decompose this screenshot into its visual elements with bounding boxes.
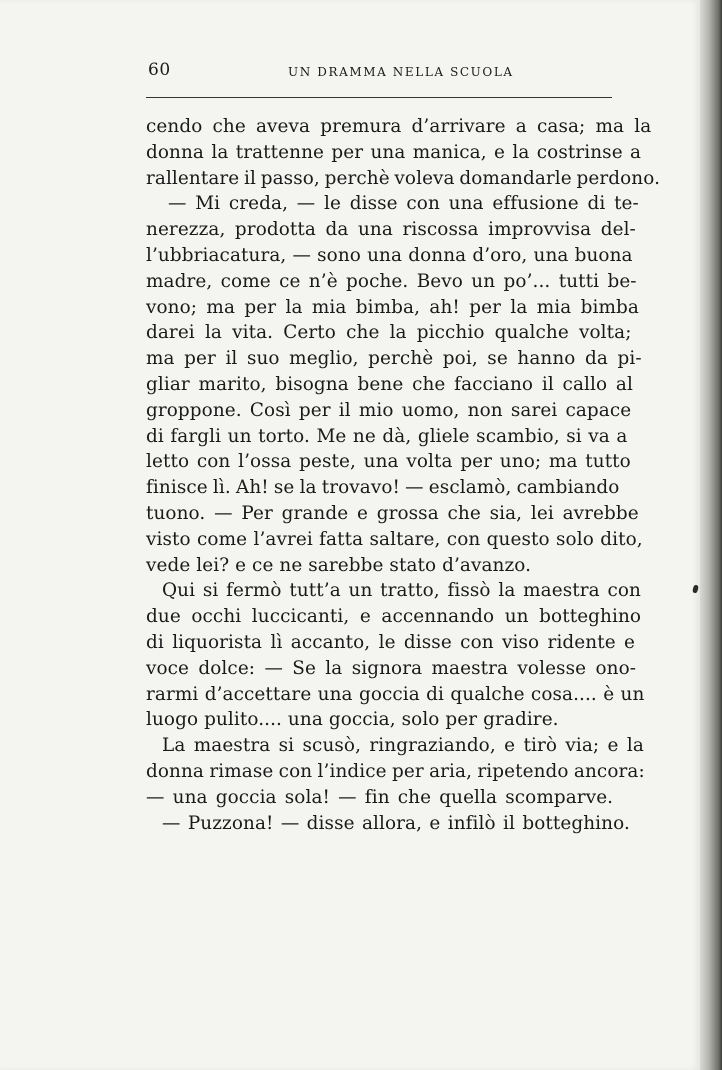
text-line: due occhi luccicanti, e accennando un botteghino bbox=[146, 606, 642, 628]
text-line: cendo che aveva premura d’arrivare a casa; ma la bbox=[146, 116, 652, 137]
text-line: madre, come ce n’è poche. Bevo un po’... tutti be- bbox=[146, 270, 637, 292]
text-line: rallentare il passo, perchè voleva domandarle perdono. bbox=[146, 167, 661, 189]
header-rule bbox=[146, 97, 612, 98]
text-line: — Mi creda, — le disse con una effusione di te- bbox=[168, 193, 639, 215]
text-line: vede lei? e ce ne sarebbe stato d’avanzo. bbox=[146, 554, 532, 576]
page-edge-shadow bbox=[700, 0, 722, 1070]
body-text bbox=[146, 114, 661, 836]
text-line: voce dolce: — Se la signora maestra volesse ono- bbox=[146, 657, 637, 679]
text-line: — una goccia sola! — fin che quella scomparve. bbox=[146, 786, 614, 808]
text-line: vono; ma per la mia bimba, ah! per la mia bimba bbox=[146, 296, 639, 318]
text-line: tuono. — Per grande e grossa che sia, lei avrebbe bbox=[146, 502, 639, 524]
text-line: donna rimase con l’indice per aria, ripetendo ancora: bbox=[146, 760, 645, 782]
text-line: di liquorista lì accanto, le disse con viso ridente e bbox=[146, 631, 636, 653]
text-line: — Puzzona! — disse allora, e infilò il botteghino. bbox=[162, 812, 630, 834]
text-line: darei la vita. Certo che la picchio qualche volta; bbox=[146, 322, 632, 344]
text-line: Qui si fermò tutt’a un tratto, fissò la maestra con bbox=[162, 580, 641, 602]
text-line: nerezza, prodotta da una riscossa improvvisa del- bbox=[146, 219, 636, 241]
text-line: La maestra si scusò, ringraziando, e tirò via; e la bbox=[162, 735, 644, 757]
text-line: ma per il suo meglio, perchè poi, se hanno da pi- bbox=[146, 348, 642, 370]
text-line: luogo pulito.... una goccia, solo per gradire. bbox=[146, 709, 559, 731]
text-line: di fargli un torto. Me ne dà, gliele scambio, si va a bbox=[146, 425, 628, 447]
ink-mark bbox=[692, 584, 699, 593]
running-title: UN DRAMMA NELLA SCUOLA bbox=[288, 65, 514, 79]
text-line: rarmi d’accettare una goccia di qualche cosa.... è un bbox=[146, 683, 645, 705]
text-line: letto con l’ossa peste, una volta per uno; ma tutto bbox=[146, 451, 631, 473]
text-line: donna la trattenne per una manica, e la costrinse a bbox=[146, 141, 642, 163]
text-line: visto come l’avrei fatta saltare, con questo solo dito, bbox=[146, 528, 643, 550]
text-line: groppone. Così per il mio uomo, non sarei capace bbox=[146, 399, 632, 421]
page-number: 60 bbox=[148, 60, 171, 80]
text-line: finisce lì. Ah! se la trovavo! — esclamò, cambiando bbox=[146, 477, 620, 499]
text-line: l’ubbriacatura, — sono una donna d’oro, una buona bbox=[146, 244, 633, 266]
text-line: gliar marito, bisogna bene che facciano il callo al bbox=[146, 373, 633, 395]
